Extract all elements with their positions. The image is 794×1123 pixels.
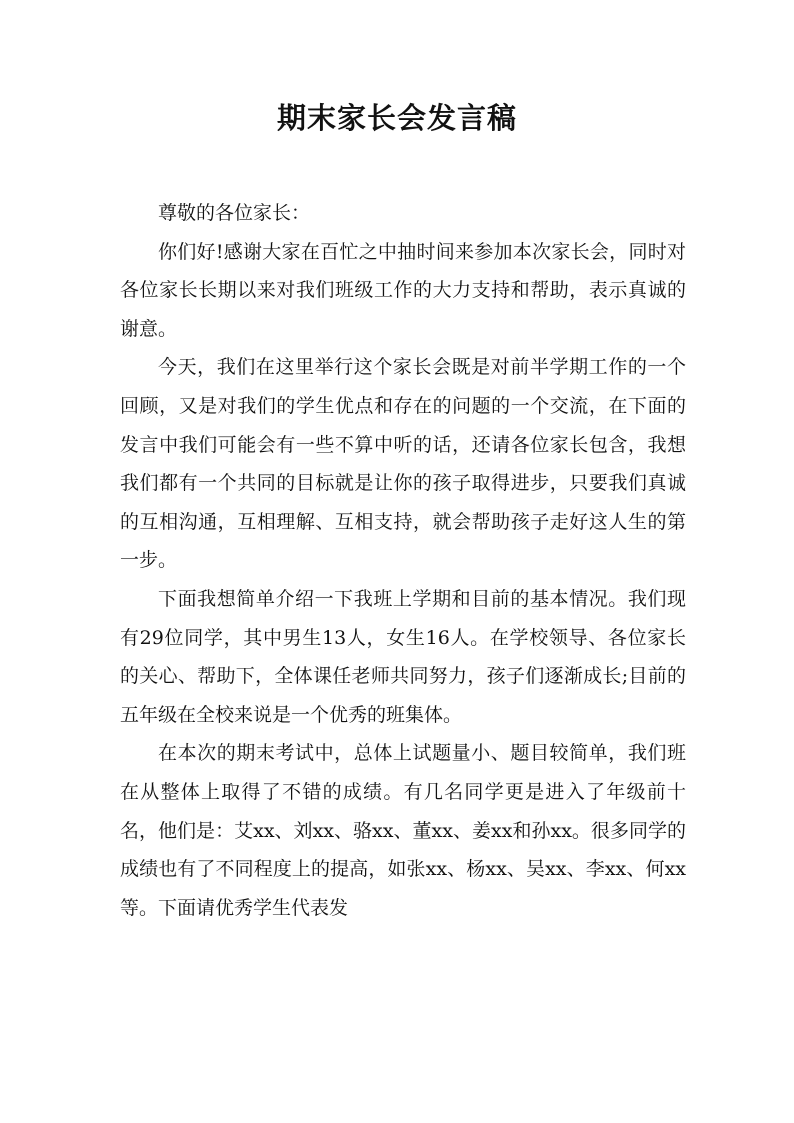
exam-results-paragraph: 在本次的期末考试中，总体上试题量小、题目较简单，我们班在从整体上取得了不错的成绩。有几名同学更是进入了年级前十名，他们是：艾xx、刘xx、骆xx、董xx、姜xx和孙xx。很多同学的成绩也有了不同程度上的提高，如张xx、杨xx、吴xx、李xx、何xx等。下面请优秀学生代表发	[120, 742, 686, 919]
salutation-paragraph: 尊敬的各位家长：	[158, 202, 311, 224]
purpose-paragraph: 今天，我们在这里举行这个家长会既是对前半学期工作的一个回顾，又是对我们的学生优点和存在的问题的一个交流，在下面的发言中我们可能会有一些不算中听的话，还请各位家长包含，我想我们都有一个共同的目标就是让你的孩子取得进步，只要我们真诚的互相沟通，互相理解、互相支持，就会帮助孩子走好这人生的第一步。	[120, 356, 686, 572]
document-body	[120, 194, 686, 927]
greeting-paragraph: 你们好!感谢大家在百忙之中抽时间来参加本次家长会，同时对各位家长长期以来对我们班级工作的大力支持和帮助，表示真诚的谢意。	[120, 240, 686, 340]
class-situation-paragraph: 下面我想简单介绍一下我班上学期和目前的基本情况。我们现有29位同学，其中男生13人，女生16人。在学校领导、各位家长的关心、帮助下，全体课任老师共同努力，孩子们逐渐成长;目前的五年级在全校来说是一个优秀的班集体。	[120, 587, 686, 726]
document-title: 期末家长会发言稿	[276, 101, 517, 135]
